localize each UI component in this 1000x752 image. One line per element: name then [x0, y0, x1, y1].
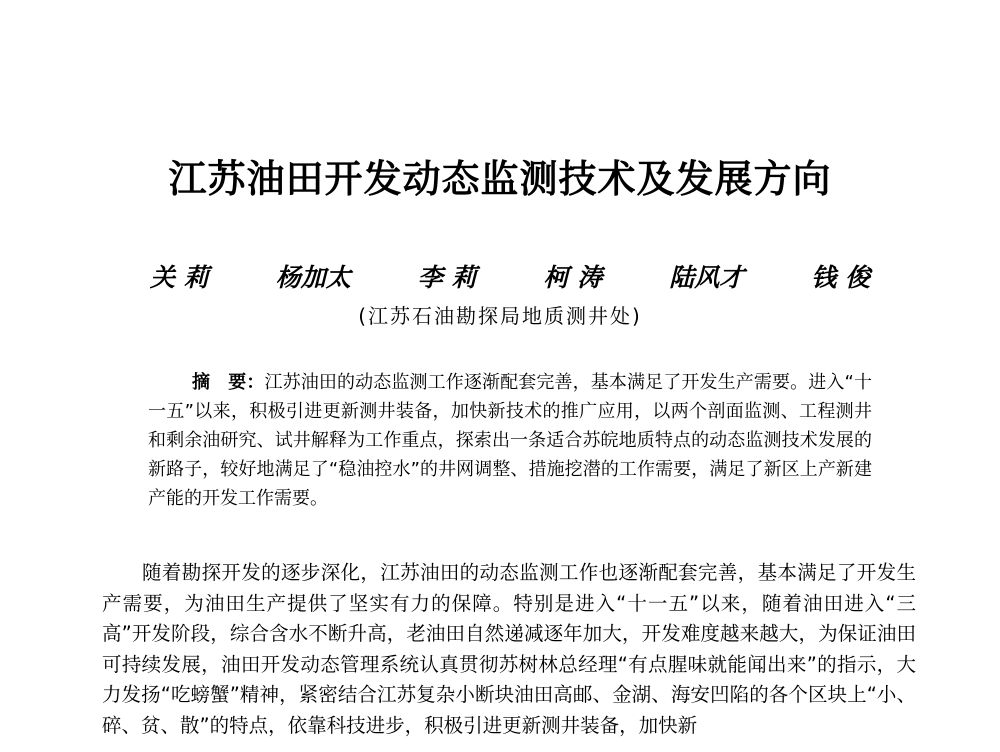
- abstract-text: 江苏油田的动态监测工作逐渐配套完善，基本满足了开发生产需要。进入“十一五”以来，积极引进更新测井装备，加快新技术的推广应用，以两个剖面监测、工程测井和剩余油研究、试井解释为工作重点，探索出一条适合苏皖地质特点的动态监测技术发展的新路子，较好地满足了“稳油控水”的井网调整、措施挖潜的工作需要，满足了新区上产新建产能的开发工作需要。: [148, 372, 873, 509]
- author-name: 陆风才: [669, 263, 745, 292]
- paper-title: 江苏油田开发动态监测技术及发展方向: [168, 156, 832, 201]
- author-name: 钱 俊: [811, 263, 870, 292]
- author-name: 杨加太: [275, 263, 351, 292]
- author-name: 柯 涛: [543, 263, 603, 292]
- body-paragraph: 随着勘探开发的逐步深化，江苏油田的动态监测工作也逐渐配套完善，基本满足了开发生产需要，为油田生产提供了坚实有力的保障。特别是进入“十一五”以来，随着油田进入“三高”开发阶段，综合含水不断升高，老油田自然递减逐年加大，开发难度越来越大，为保证油田可持续发展，油田开发动态管理系统认真贯彻苏树林总经理“有点腥味就能闻出来”的指示，大力发扬“吃螃蟹”精神，紧密结合江苏复杂小断块油田高邮、金湖、海安凹陷的各个区块上“小、碎、贫、散”的特点，依靠科技进步，积极引进更新测井装备，加快新: [102, 561, 916, 737]
- abstract: [148, 368, 872, 513]
- abstract-label: 摘 要：: [192, 372, 265, 393]
- author-name: 关 莉: [150, 263, 209, 292]
- author-name: 李 莉: [417, 263, 477, 292]
- author-affiliation: (江苏石油勘探局地质测井处): [358, 304, 642, 328]
- author-list: [150, 258, 870, 294]
